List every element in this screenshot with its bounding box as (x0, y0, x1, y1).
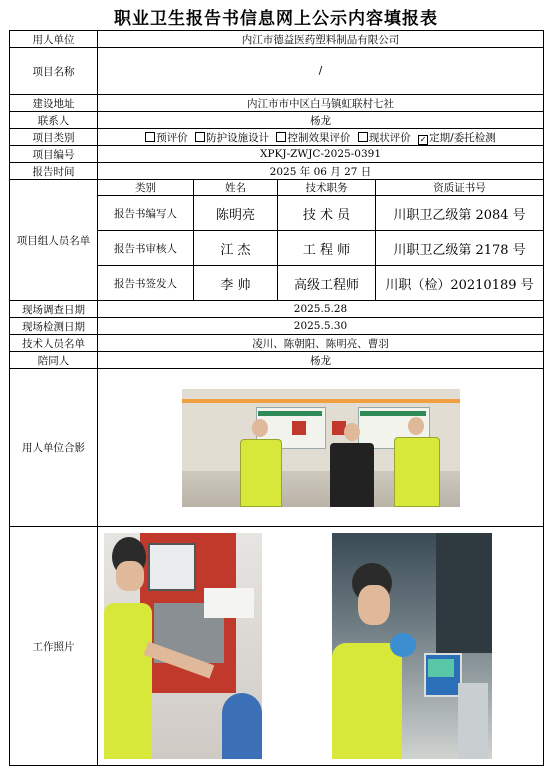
team-header-role: 类别 (98, 180, 194, 196)
team-name: 陈明亮 (194, 196, 278, 231)
team-role: 报告书审核人 (98, 231, 194, 266)
label-survey-time: 现场调查日期 (10, 301, 98, 318)
value-project-no: XPKJ-ZWJC-2025-0391 (98, 146, 544, 163)
team-title: 工 程 师 (278, 231, 376, 266)
label-technicians: 技术人员名单 (10, 335, 98, 352)
option-periodic-detection: ✓ 定期/委托检测 (419, 131, 496, 144)
checked-checkbox-icon: ✓ (419, 134, 427, 144)
group-photo (182, 389, 460, 507)
row-project-name (10, 48, 544, 95)
row-group-photo (10, 369, 544, 527)
team-role: 报告书签发人 (98, 266, 194, 301)
person-figure (392, 417, 440, 507)
option-status-evaluation: 现状评价 (358, 132, 411, 144)
work-photo-left (104, 533, 262, 759)
label-group-photo: 用人单位合影 (10, 369, 98, 527)
label-escort: 陪同人 (10, 352, 98, 369)
checkbox-icon (276, 132, 286, 142)
team-header-cert: 资质证书号 (376, 180, 544, 196)
checkbox-icon (358, 132, 368, 142)
option-control-effect: 控制效果评价 (276, 132, 350, 144)
team-title: 高级工程师 (278, 266, 376, 301)
team-role: 报告书编写人 (98, 196, 194, 231)
label-project-no: 项目编号 (10, 146, 98, 163)
value-employer: 内江市德益医药塑料制品有限公司 (98, 31, 544, 48)
label-detect-time: 现场检测日期 (10, 318, 98, 335)
row-address (10, 95, 544, 112)
team-cert: 川职卫乙级第 2084 号 (376, 196, 544, 231)
label-team: 项目组人员名单 (10, 180, 98, 301)
team-header-row (10, 180, 544, 196)
page-title: 职业卫生报告书信息网上公示内容填报表 (114, 9, 438, 29)
label-work-photo: 工作照片 (10, 527, 98, 766)
team-cert: 川职卫乙级第 2178 号 (376, 231, 544, 266)
row-technicians (10, 335, 544, 352)
value-address: 内江市市中区白马镇虹联村七社 (98, 95, 544, 112)
work-photo-right (332, 533, 492, 759)
row-work-photo (10, 527, 544, 766)
option-pre-evaluation: 预评价 (145, 132, 188, 144)
row-project-no (10, 146, 544, 163)
row-project-type (10, 129, 544, 146)
person-figure (328, 423, 376, 507)
value-survey-time: 2025.5.28 (98, 301, 544, 318)
team-name: 李 帅 (194, 266, 278, 301)
label-project-name: 项目名称 (10, 48, 98, 95)
label-project-type: 项目类别 (10, 129, 98, 146)
row-escort (10, 352, 544, 369)
row-employer (10, 31, 544, 48)
value-report-time: 2025 年 06 月 27 日 (98, 163, 544, 180)
team-header-title: 技术职务 (278, 180, 376, 196)
label-contact: 联系人 (10, 112, 98, 129)
value-detect-time: 2025.5.30 (98, 318, 544, 335)
team-title: 技 术 员 (278, 196, 376, 231)
row-report-time (10, 163, 544, 180)
checkbox-icon (195, 132, 205, 142)
team-cert: 川职（检）20210189 号 (376, 266, 544, 301)
value-technicians: 凌川、陈朝阳、陈明亮、曹羽 (98, 335, 544, 352)
team-header-name: 姓名 (194, 180, 278, 196)
label-address: 建设地址 (10, 95, 98, 112)
row-detect-time (10, 318, 544, 335)
checkbox-icon (145, 132, 155, 142)
label-employer: 用人单位 (10, 31, 98, 48)
info-form-table (9, 30, 544, 766)
label-report-time: 报告时间 (10, 163, 98, 180)
person-figure (238, 419, 282, 507)
value-contact: 杨龙 (98, 112, 544, 129)
group-photo-cell (98, 369, 544, 527)
value-project-type (98, 129, 544, 146)
value-escort: 杨龙 (98, 352, 544, 369)
row-contact (10, 112, 544, 129)
team-name: 江 杰 (194, 231, 278, 266)
option-protection-design: 防护设施设计 (195, 132, 269, 144)
row-survey-time (10, 301, 544, 318)
work-photo-cell (98, 527, 544, 766)
value-project-name: / (98, 48, 544, 95)
